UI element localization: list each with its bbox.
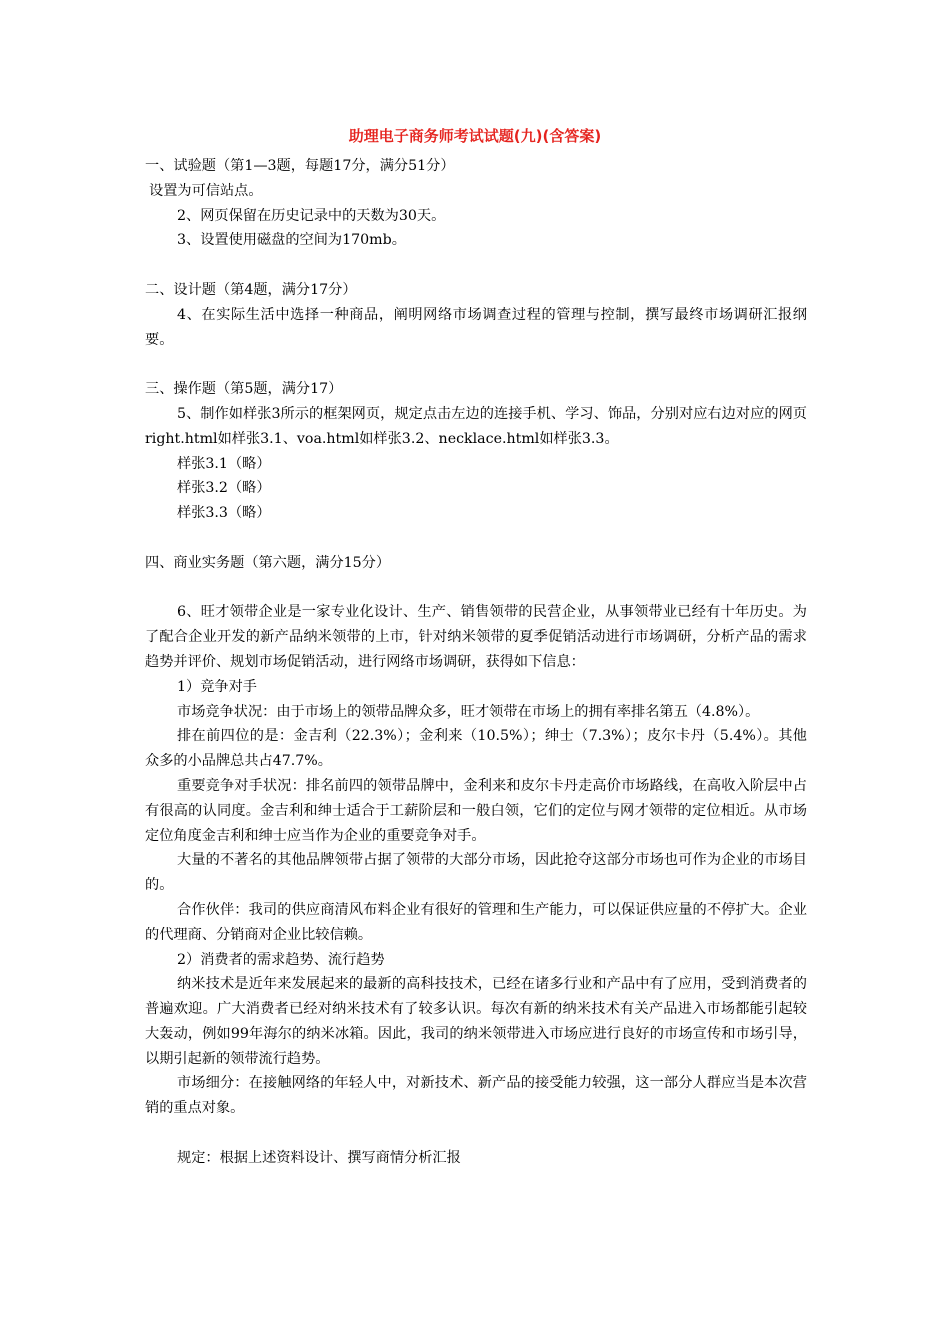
section-heading-2: 二、设计题（第4题，满分17分）: [145, 281, 357, 298]
paragraph: 3、设置使用磁盘的空间为170mb。: [177, 232, 406, 249]
section-heading-3: 三、操作题（第5题，满分17）: [145, 381, 343, 398]
spacer: [145, 352, 807, 377]
paragraph: 规定：根据上述资料设计、撰写商情分析汇报: [177, 1149, 461, 1166]
paragraph: 样张3.1（略）: [177, 455, 271, 472]
paragraph: 6、旺才领带企业是一家专业化设计、生产、销售领带的民营企业，从事领带业已经有十年历史。为了配合企业开发的新产品纳米领带的上市，针对纳米领带的夏季促销活动进行市场调研，分析产品的需求趋势并评价、规划市场促销活动，进行网络市场调研，获得如下信息：: [145, 604, 807, 670]
spacer: [145, 526, 807, 551]
document-body: [145, 154, 807, 1171]
paragraph: 大量的不著名的其他品牌领带占据了领带的大部分市场，因此抢夺这部分市场也可作为企业的市场目的。: [145, 852, 807, 894]
paragraph: 设置为可信站点。: [149, 182, 263, 199]
spacer: [145, 253, 807, 278]
paragraph: 纳米技术是近年来发展起来的最新的高科技技术，已经在诸多行业和产品中有了应用，受到消费者的普遍欢迎。广大消费者已经对纳米技术有了较多认识。每次有新的纳米技术有关产品进入市场都能引起较大轰动，例如99年海尔的纳米冰箱。因此，我司的纳米领带进入市场应进行良好的市场宣传和市场引导，以期引起新的领带流行趋势。: [145, 976, 807, 1067]
paragraph: 4、在实际生活中选择一种商品，阐明网络市场调查过程的管理与控制，撰写最终市场调研汇报纲要。: [145, 306, 807, 348]
paragraph: 2、网页保留在历史记录中的天数为30天。: [177, 207, 446, 224]
paragraph: 2）消费者的需求趋势、流行趋势: [177, 951, 385, 968]
paragraph: 5、制作如样张3所示的框架网页，规定点击左边的连接手机、学习、饰品，分别对应右边对应的网页right.html如样张3.1、voa.html如样张3.2、necklace.html如样张3.3。: [145, 405, 807, 447]
paragraph: 市场竞争状况：由于市场上的领带品牌众多，旺才领带在市场上的拥有率排名第五（4.8%）。: [177, 703, 760, 720]
paragraph: 1）竞争对手: [177, 678, 257, 695]
paragraph: 排在前四位的是：金吉利（22.3%）；金利来（10.5%）；绅士（7.3%）；皮尔卡丹（5.4%）。其他众多的小品牌总共占47.7%。: [145, 728, 807, 770]
paragraph: 样张3.2（略）: [177, 480, 271, 497]
document-title: 助理电子商务师考试试题(九)(含答案): [348, 127, 602, 145]
section-heading-1: 一、试验题（第1—3题，每题17分，满分51分）: [145, 158, 455, 174]
paragraph: 市场细分：在接触网络的年轻人中，对新技术、新产品的接受能力较强，这一部分人群应当是本次营销的重点对象。: [145, 1075, 807, 1117]
paragraph: 重要竞争对手状况：排名前四的领带品牌中，金利来和皮尔卡丹走高价市场路线，在高收入阶层中占有很高的认同度。金吉利和绅士适合于工薪阶层和一般白领，它们的定位与网才领带的定位相近。从市场定位角度金吉利和绅士应当作为企业的重要竞争对手。: [145, 777, 807, 844]
paragraph: 合作伙伴：我司的供应商清风布料企业有很好的管理和生产能力，可以保证供应量的不停扩大。企业的代理商、分销商对企业比较信赖。: [145, 901, 807, 943]
spacer: [145, 1121, 807, 1146]
spacer: [145, 576, 807, 601]
paragraph: 样张3.3（略）: [177, 505, 271, 522]
section-heading-4: 四、商业实务题（第六题，满分15分）: [145, 554, 391, 571]
